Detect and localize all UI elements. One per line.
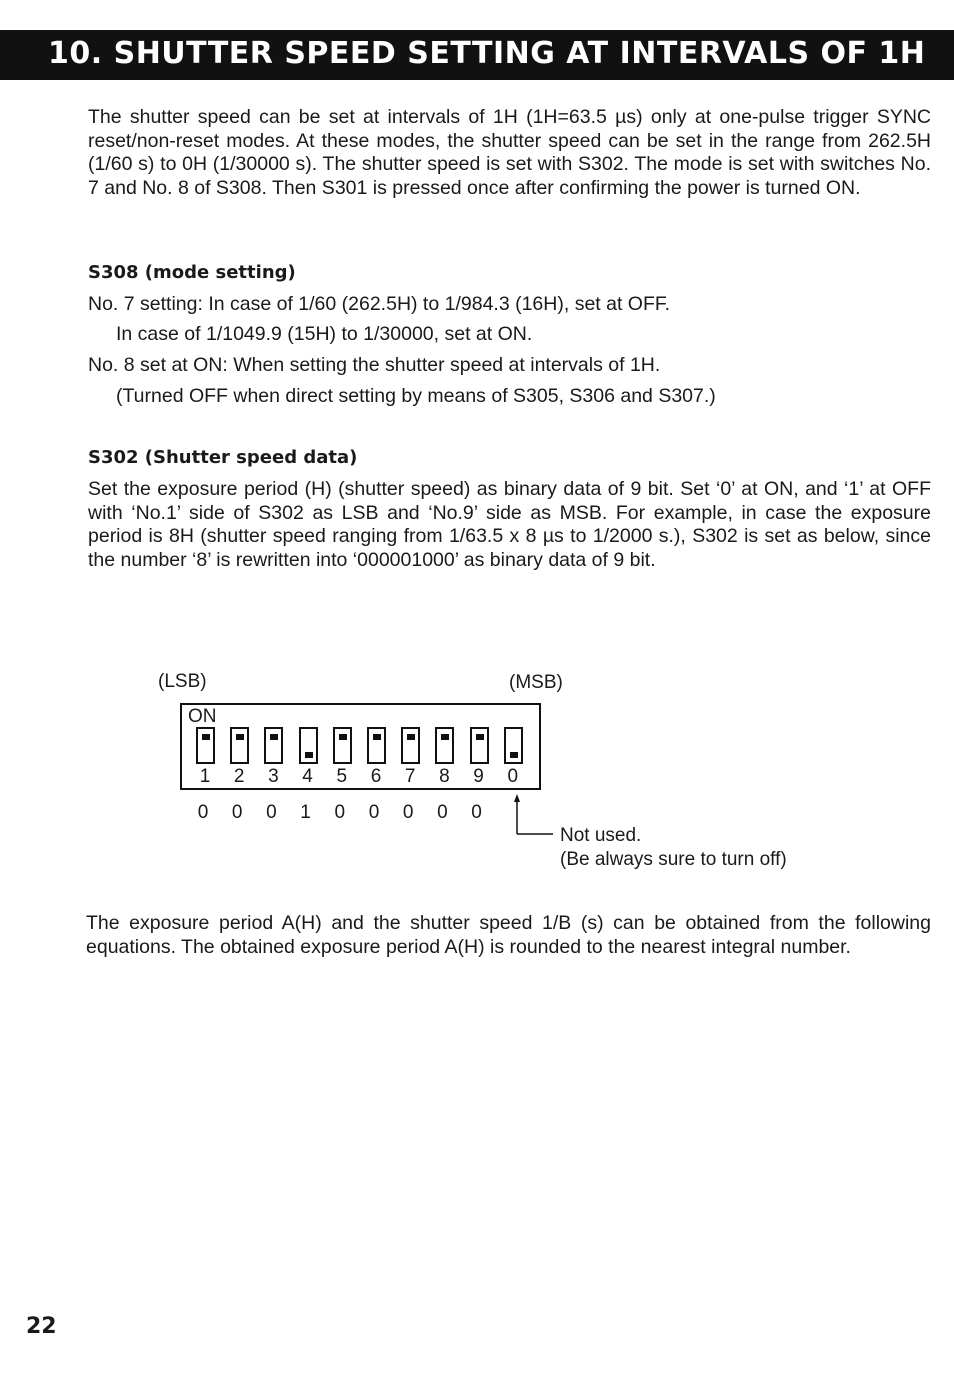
dip-switch-number: 7 [404, 766, 416, 787]
dip-switch-knob [236, 734, 244, 740]
dip-switch-knob [305, 752, 313, 758]
binary-bit: 0 [368, 802, 380, 823]
dip-switch-number: 2 [233, 766, 245, 787]
turn-off-note: (Be always sure to turn off) [560, 849, 787, 870]
binary-bit: 0 [402, 802, 414, 823]
binary-bit: 0 [334, 802, 346, 823]
binary-bit: 0 [266, 802, 277, 823]
dip-switch-8 [435, 727, 454, 764]
dip-switch-3 [264, 727, 283, 764]
page-title: 10. SHUTTER SPEED SETTING AT INTERVALS OF 1H [48, 36, 926, 71]
dip-switch-9 [470, 727, 489, 764]
dip-switch-number: 1 [199, 766, 211, 787]
dip-switch-number: 6 [370, 766, 382, 787]
not-used-arrow [505, 792, 565, 842]
binary-bit: 0 [471, 802, 482, 823]
binary-bit: 1 [300, 802, 311, 823]
s308-line-4: (Turned OFF when direct setting by means of S305, S306 and S307.) [116, 385, 716, 407]
dip-switch-2 [230, 727, 249, 764]
dip-switch-6 [367, 727, 386, 764]
binary-bit: 0 [437, 802, 448, 823]
outro-paragraph: The exposure period A(H) and the shutter speed 1/B (s) can be obtained from the following equations. The obtained exposure period A(H) is rounded to the nearest integral number. [86, 912, 931, 958]
dip-switch-number: 5 [336, 766, 348, 787]
dip-switch-number: 8 [439, 766, 450, 787]
dip-switch-knob [407, 734, 415, 740]
dip-switch-knob [441, 734, 449, 740]
s308-heading: S308 (mode setting) [88, 262, 296, 283]
dip-switch-number: 4 [302, 766, 313, 787]
binary-bit: 0 [231, 802, 243, 823]
dip-switch-number: 3 [268, 766, 279, 787]
dip-switch-4 [299, 727, 318, 764]
on-label: ON [188, 706, 217, 727]
dip-switch-number: 0 [507, 766, 519, 787]
dip-switch-knob [339, 734, 347, 740]
dip-switch-1 [196, 727, 215, 764]
s302-heading: S302 (Shutter speed data) [88, 447, 358, 468]
lsb-label: (LSB) [158, 671, 207, 692]
dip-switch-number: 9 [473, 766, 484, 787]
binary-bit: 0 [197, 802, 209, 823]
dip-switch-knob [510, 752, 518, 758]
s302-paragraph: Set the exposure period (H) (shutter speed) as binary data of 9 bit. Set ‘0’ at ON, and ‘1’ at OFF with ‘No.1’ side of S302 as LSB and ‘No.9’ side as MSB. For example, in case the exposure period is 8H (shutter speed ranging from 1/63.5 x 8 µs to 1/2000 s.), S302 is set as below, since the number ‘8’ is rewritten into ‘000001000’ as binary data of 9 bit. [88, 478, 931, 571]
s308-line-2: In case of 1/1049.9 (15H) to 1/30000, set at ON. [116, 323, 533, 345]
dip-switch-5 [333, 727, 352, 764]
page-number: 22 [26, 1314, 57, 1339]
msb-label: (MSB) [509, 672, 563, 693]
dip-switch-7 [401, 727, 420, 764]
dip-switch-knob [270, 734, 278, 740]
not-used-note: Not used. [560, 825, 642, 846]
intro-paragraph: The shutter speed can be set at intervals of 1H (1H=63.5 µs) only at one-pulse trigger SYNC reset/non-reset modes. At these modes, the shutter speed can be set in the range from 262.5H (1/60 s) to 0H (1/30000 s). The shutter speed is set with S302. The mode is set with switches No. 7 and No. 8 of S308. Then S301 is pressed once after confirming the power is turned ON. [88, 106, 931, 199]
dip-switch-knob [476, 734, 484, 740]
s308-line-1: No. 7 setting: In case of 1/60 (262.5H) to 1/984.3 (16H), set at OFF. [88, 293, 671, 315]
dip-switch-0 [504, 727, 523, 764]
dip-switch-diagram [180, 703, 541, 790]
dip-switch-knob [373, 734, 381, 740]
dip-switch-knob [202, 734, 210, 740]
s308-line-3: No. 8 set at ON: When setting the shutter speed at intervals of 1H. [88, 354, 661, 376]
